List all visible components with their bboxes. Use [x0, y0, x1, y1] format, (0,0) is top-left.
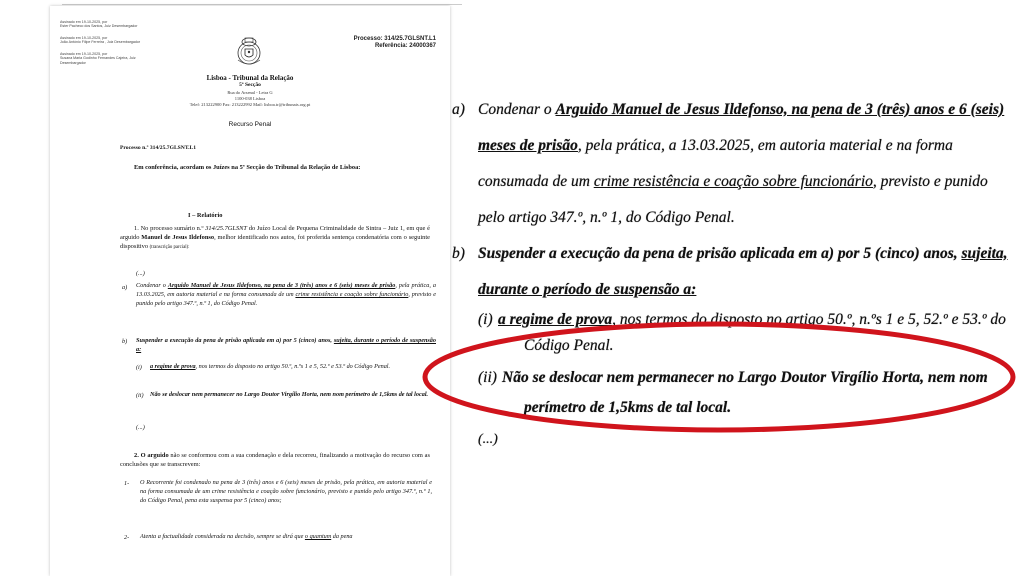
- ellipsis: (...): [136, 270, 145, 277]
- item-b-label: b): [122, 338, 128, 345]
- item-ii-label: (ii): [136, 392, 144, 399]
- paragraph-1: 1. No processo sumário n.º 314/25.7GLSNT do Juízo Local de Pequena Criminalidade de Sintra – Juiz 1, em que é arguido Manuel de Jesus Ildefonso, melhor identificado nos autos, foi proferida sentença condenatória com o seguinte dispositivo (transcrição parcial):: [120, 225, 430, 250]
- section-title: I – Relatório: [188, 212, 223, 219]
- highlight-ellipse: [419, 318, 1019, 436]
- paragraph-2: 2. O arguido não se conformou com a sua condenação e dela recorreu, finalizando a motivação do recurso com as conclusões que se transcrevem:: [120, 452, 430, 468]
- court-postal: 1100-038 Lisboa: [234, 96, 266, 101]
- zoom-ellipsis: (...): [478, 432, 498, 447]
- divider: [62, 4, 462, 5]
- item-a-label: a): [122, 284, 128, 291]
- intro-paragraph: Em conferência, acordam os Juízes na 5ª Secção do Tribunal da Relação de Lisboa:: [134, 164, 361, 171]
- conclusion-2: Atenta a factualidade considerada na decisão, sempre se dirá que o quantum da pena: [140, 533, 353, 540]
- zoom-b-line-2: durante o período de suspensão a:: [478, 281, 697, 298]
- conclusion-1: O Recorrente foi condenado na pena de 3 (três) anos e 6 (seis) meses de prisão, pela prática, em autoria material e na forma consumada de um crime resistência e coação sobre funcionário, previsto e punido pelo artigo 347.º, n.º 1, do Código Penal, pena esta suspensa por 5 (cinco) anos;: [140, 479, 432, 504]
- zoom-a-line-3: consumada de um crime resistência e coação sobre funcionário, previsto e punido: [478, 173, 988, 190]
- zoom-a-line-4: pelo artigo 347.º, n.º 1, do Código Penal.: [478, 209, 735, 226]
- zoom-ii-line-2: perímetro de 1,5kms de tal local.: [524, 399, 732, 416]
- zoom-b-line-1: Suspender a execução da pena de prisão aplicada em a) por 5 (cinco) anos, sujeita,: [478, 245, 1008, 262]
- signature-block-2: Assinado em 19-10-2025, por João António Filipe Ferreira , Juiz Desembargador: [60, 36, 141, 45]
- reference-number: Referência: 24000367: [374, 43, 436, 49]
- court-name: Lisboa - Tribunal da Relação: [206, 74, 294, 82]
- court-section: 5ª Secção: [239, 82, 261, 88]
- zoom-a-line-2: meses de prisão, pela prática, a 13.03.2025, em autoria material e na forma: [478, 137, 953, 154]
- zoom-a-label: a): [452, 101, 465, 118]
- court-contacts: Telef: 213222900 Fax: 213222992 Mail: lisboa.tr@tribunais.org.pt: [189, 102, 311, 107]
- process-reference: [354, 36, 436, 50]
- item-ii: Não se deslocar nem permanecer no Largo Doutor Virgílio Horta, nem nom perímetro de 1,5kms de tal local.: [150, 391, 429, 398]
- zoom-ii-line-1: Não se deslocar nem permanecer no Largo Doutor Virgílio Horta, nem nom: [502, 369, 988, 386]
- ellipsis-2: (...): [136, 424, 145, 431]
- zoom-i-line-2: Código Penal.: [524, 337, 614, 354]
- zoom-i-line-1: a regime de prova, nos termos do disposto no artigo 50.º, n.ºs 1 e 5, 52.º e 53.º do: [498, 311, 1006, 328]
- zoom-i-label: (i): [478, 311, 493, 328]
- signature-block-1: Assinado em 19-10-2025, por Ester Pacheco dos Santos, Juiz Desembargador: [60, 20, 138, 29]
- zoom-ii-label: (ii): [478, 369, 497, 386]
- item-a: Condenar o Arguido Manuel de Jesus Ildefonso, na pena de 3 (três) anos e 6 (seis) meses de prisão, pela prática, a 13.03.2025, em autoria material e na forma consumada de um crime resistência e coação sobre funcionário, previsto e punido pelo artigo 347.º, n.º 1, do Código Penal.: [136, 282, 436, 307]
- coat-of-arms-icon: [232, 34, 266, 68]
- document-type: Recurso Penal: [228, 121, 272, 128]
- zoom-a-line-1: Condenar o Arguido Manuel de Jesus Ildefonso, na pena de 3 (três) anos e 6 (seis): [478, 101, 1005, 118]
- zoom-b-label: b): [452, 245, 465, 262]
- item-i-label: (i): [136, 364, 142, 371]
- signature-block-3: Assinado em 19-10-2025, por Susana Maria Godinho Fernandes Cajeira, Juiz Desembargador: [60, 52, 136, 65]
- process-line: Processo n.º 314/25.7GLSNT.L1: [120, 145, 197, 151]
- item-b: Suspender a execução da pena de prisão aplicada em a) por 5 (cinco) anos, sujeita, durante o período de suspensão a:: [136, 337, 436, 353]
- process-number: Processo: 314/25.7GLSNT.L1: [353, 36, 436, 42]
- item-i: a regime de prova, nos termos do disposto no artigo 50.º, n.ºs 1 e 5, 52.º e 53.º do Código Penal.: [150, 363, 391, 370]
- court-street: Rua do Arsenal - Letra G: [227, 90, 273, 95]
- document-page: [50, 6, 450, 576]
- conclusion-2-label: 2-: [124, 534, 130, 541]
- conclusion-1-label: 1-: [124, 480, 130, 487]
